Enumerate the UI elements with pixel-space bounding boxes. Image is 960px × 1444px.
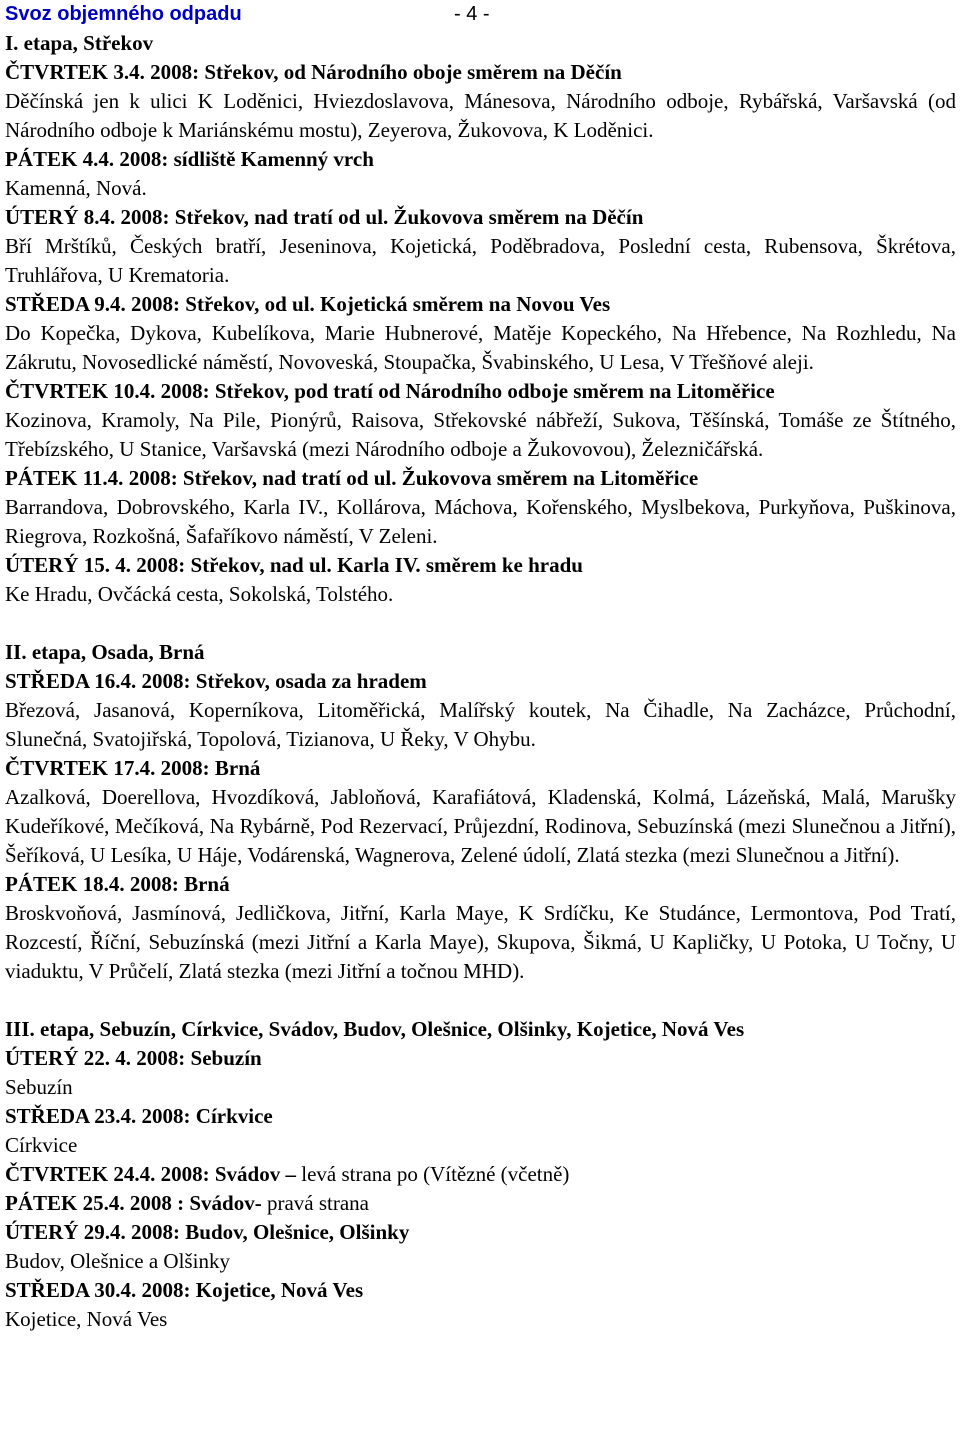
collection-day-heading <box>5 667 956 696</box>
collection-route: 2008: Brná <box>155 756 261 780</box>
collection-day-date: ČTVRTEK 24.4. <box>5 1162 156 1186</box>
section-gap <box>5 986 956 1015</box>
collection-day-date: STŘEDA 9.4. <box>5 292 126 316</box>
street-list: Sebuzín <box>5 1075 73 1099</box>
collection-day-date: ÚTERÝ 22. 4. <box>5 1046 132 1070</box>
street-list: Bří Mrštíků, Českých bratří, Jeseninova, Kojetická, Poděbradova, Poslední cesta, Rubensova, Škrétova, Truhlářova, U Krematoria. <box>5 234 956 287</box>
collection-route: 2008: Svádov – <box>155 1162 296 1186</box>
collection-day-heading <box>5 377 956 406</box>
collection-route: 2008 : Svádov- <box>124 1191 262 1215</box>
collection-route: 2008: Sebuzín <box>131 1046 262 1070</box>
collection-day-date: STŘEDA 30.4. <box>5 1278 137 1302</box>
collection-day-date: ČTVRTEK 17.4. <box>5 756 156 780</box>
collection-route: 2008: Střekov, nad tratí od ul. Žukovova směrem na Litoměřice <box>123 466 699 490</box>
collection-day-date: PÁTEK 4.4. <box>5 147 115 171</box>
stage-3-title: III. etapa, Sebuzín, Církvice, Svádov, Budov, Olešnice, Olšinky, Kojetice, Nová Ves <box>5 1017 745 1041</box>
collection-day-date: PÁTEK 18.4. <box>5 872 125 896</box>
collection-day-heading <box>5 58 956 87</box>
section-gap <box>5 609 956 638</box>
stage-1-title: I. etapa, Střekov <box>5 31 154 55</box>
street-list: Ke Hradu, Ovčácká cesta, Sokolská, Tolstého. <box>5 582 394 606</box>
collection-day-heading <box>5 464 956 493</box>
collection-day-heading <box>5 145 956 174</box>
stage-3-entries <box>5 1044 956 1334</box>
collection-route: 2008: Střekov, pod tratí od Národního odboje směrem na Litoměřice <box>155 379 775 403</box>
collection-route: 2008: Střekov, osada za hradem <box>136 669 427 693</box>
page-header <box>5 0 956 29</box>
collection-day-heading <box>5 551 956 580</box>
collection-route: 2008: Církvice <box>136 1104 273 1128</box>
collection-day-heading <box>5 870 956 899</box>
collection-day-date: ÚTERÝ 29.4. <box>5 1220 126 1244</box>
document-title: Svoz objemného odpadu <box>5 3 242 25</box>
stage-2-title: II. etapa, Osada, Brná <box>5 640 205 664</box>
collection-day-date: STŘEDA 16.4. <box>5 669 137 693</box>
collection-day-date: PÁTEK 25.4. <box>5 1191 125 1215</box>
collection-route-note: levá strana po (Vítězné (včetně) <box>295 1162 570 1186</box>
street-list: Děčínská jen k ulici K Loděnici, Hviezdoslavova, Mánesova, Národního odboje, Rybářská, Varšavská (od Národního odboje k Mariánskému mostu), Zeyerova, Žukovova, K Loděnici. <box>5 89 956 142</box>
collection-route: 2008: Střekov, od ul. Kojetická směrem na Novou Ves <box>125 292 611 316</box>
collection-day-date: ÚTERÝ 8.4. <box>5 205 116 229</box>
collection-route-note: pravá strana <box>261 1191 369 1215</box>
street-list: Březová, Jasanová, Koperníkova, Litoměřická, Malířský koutek, Na Čihadle, Na Zacházce, Průchodní, Slunečná, Svatojiřská, Topolová, Tizianova, U Řeky, V Ohybu. <box>5 698 956 751</box>
collection-route: 2008: Kojetice, Nová Ves <box>136 1278 364 1302</box>
collection-route: 2008: Budov, Olešnice, Olšinky <box>125 1220 410 1244</box>
collection-day-date: ČTVRTEK 10.4. <box>5 379 156 403</box>
collection-day-heading <box>5 203 956 232</box>
page-number: - 4 - <box>454 3 490 25</box>
street-list: Kamenná, Nová. <box>5 176 147 200</box>
collection-day-heading <box>5 1160 956 1189</box>
collection-route: 2008: Brná <box>124 872 230 896</box>
collection-day-date: ÚTERÝ 15. 4. <box>5 553 132 577</box>
collection-day-heading <box>5 1218 956 1247</box>
collection-day-date: STŘEDA 23.4. <box>5 1104 137 1128</box>
collection-day-heading <box>5 1189 956 1218</box>
collection-day-heading <box>5 754 956 783</box>
collection-day-date: PÁTEK 11.4. <box>5 466 124 490</box>
collection-day-heading <box>5 1044 956 1073</box>
collection-day-heading <box>5 1102 956 1131</box>
street-list: Kozinova, Kramoly, Na Pile, Pionýrů, Raisova, Střekovské nábřeží, Sukova, Těšínská, Tomáše ze Štítného, Třebízského, U Stanice, Varšavská (mezi Národního odboje a Žukovovou), Železničářská. <box>5 408 956 461</box>
collection-route: 2008: Střekov, nad tratí od ul. Žukovova směrem na Děčín <box>115 205 644 229</box>
street-list: Budov, Olešnice a Olšinky <box>5 1249 230 1273</box>
stage-2-entries <box>5 667 956 986</box>
street-list: Broskvoňová, Jasmínová, Jedličkova, Jitřní, Karla Maye, K Srdíčku, Ke Studánce, Lermontova, Pod Tratí, Rozcestí, Říční, Sebuzínská (mezi Jitřní a Karla Maye), Skupova, Šikmá, U Kapličky, U Potoka, U Točny, U viaduktu, V Průčelí, Zlatá stezka (mezi Jitřní a točnou MHD). <box>5 901 956 983</box>
collection-day-heading <box>5 1276 956 1305</box>
collection-day-heading <box>5 290 956 319</box>
collection-route: 2008: sídliště Kamenný vrch <box>114 147 374 171</box>
street-list: Barrandova, Dobrovského, Karla IV., Kollárova, Máchova, Kořenského, Myslbekova, Purkyňova, Puškinova, Riegrova, Rozkošná, Šafaříkovo náměstí, V Zeleni. <box>5 495 956 548</box>
collection-route: Střekov, od Národního oboje směrem na Děčín <box>199 60 622 84</box>
street-list: Do Kopečka, Dykova, Kubelíkova, Marie Hubnerové, Matěje Kopeckého, Na Hřebence, Na Rozhledu, Na Zákrutu, Novosedlické náměstí, Novoveská, Stoupačka, Švabinského, U Lesa, V Třešňové aleji. <box>5 321 956 374</box>
street-list: Azalková, Doerellova, Hvozdíková, Jabloňová, Karafiátová, Kladenská, Kolmá, Lázeňská, Malá, Marušky Kudeříkové, Mečíková, Na Rybárně, Pod Rezervací, Průjezdní, Rodinova, Sebuzínská (mezi Slunečnou a Jitřní), Šeříková, U Lesíka, U Háje, Vodárenská, Wagnerova, Zelené údolí, Zlatá stezka (mezi Slunečnou a Jitřní). <box>5 785 956 867</box>
stage-1-entries <box>5 58 956 609</box>
collection-route: 2008: Střekov, nad ul. Karla IV. směrem ke hradu <box>131 553 583 577</box>
street-list: Církvice <box>5 1133 78 1157</box>
street-list: Kojetice, Nová Ves <box>5 1307 168 1331</box>
collection-day-date: ČTVRTEK 3.4. 2008: <box>5 60 200 84</box>
